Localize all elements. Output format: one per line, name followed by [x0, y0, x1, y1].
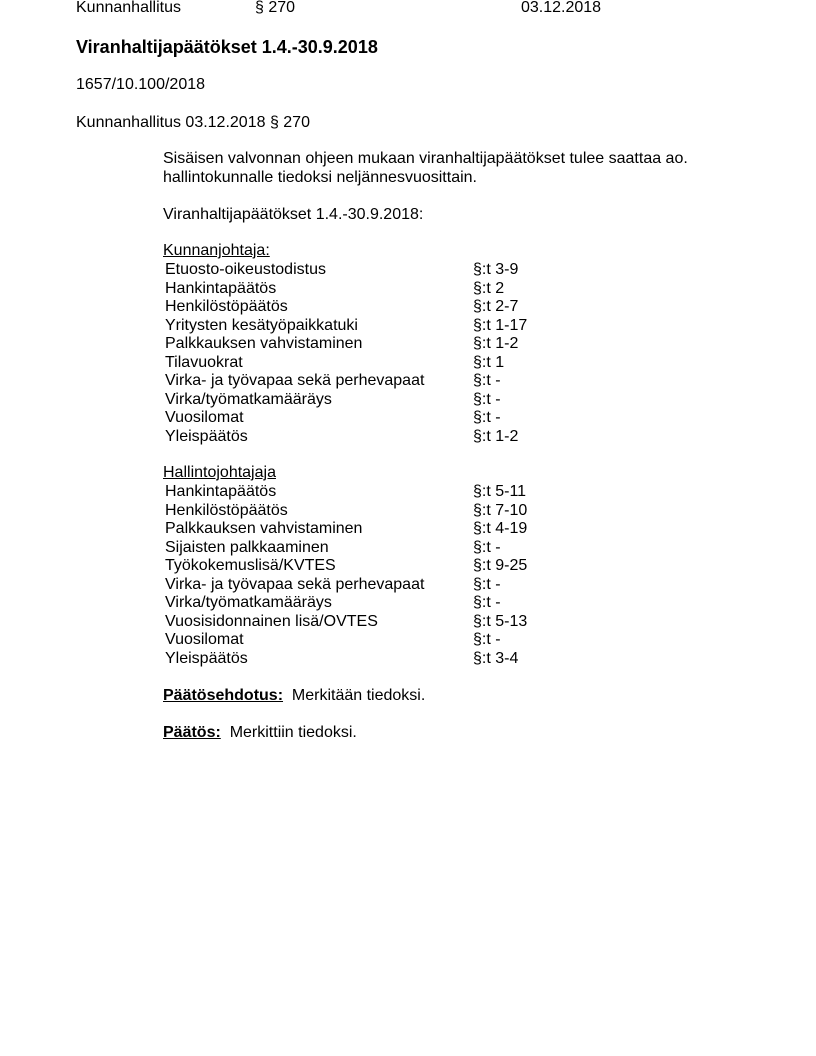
decision — [163, 724, 357, 742]
list-item — [165, 428, 565, 447]
list-title: Viranhaltijapäätökset 1.4.-30.9.2018: — [163, 206, 424, 223]
section-heading: Hallintojohtajaja — [163, 464, 276, 481]
item-ref: §:t - — [473, 594, 501, 611]
record-number: 1657/10.100/2018 — [76, 76, 206, 93]
decision-list-hallintojohtaja — [165, 483, 565, 668]
proposal — [163, 687, 425, 705]
item-ref: §:t 3-9 — [473, 261, 519, 278]
list-item — [165, 502, 565, 521]
item-ref: §:t 2-7 — [473, 298, 519, 315]
item-label: Vuosilomat — [165, 631, 244, 648]
item-label: Henkilöstöpäätös — [165, 501, 288, 519]
list-item — [165, 354, 565, 373]
item-ref: §:t 7-10 — [473, 501, 528, 519]
item-label: Yleispäätös — [165, 649, 248, 667]
item-label: Hankintapäätös — [165, 279, 277, 297]
header-body: Kunnanhallitus — [76, 0, 181, 16]
intro-line-1: Sisäisen valvonnan ohjeen mukaan viranhaltijapäätökset tulee saattaa ao. — [163, 150, 688, 167]
list-item — [165, 298, 565, 317]
item-ref: §:t 3-4 — [473, 649, 519, 667]
item-ref: §:t 9-25 — [473, 557, 528, 574]
item-ref: §:t 2 — [473, 279, 505, 297]
list-item — [165, 335, 565, 354]
list-item — [165, 539, 565, 558]
proposal-text: Merkitään tiedoksi. — [291, 687, 426, 704]
section-heading: Kunnanjohtaja: — [163, 242, 270, 259]
item-label: Vuosilomat — [165, 409, 244, 426]
decision-list-kunnanjohtaja — [165, 261, 565, 446]
item-label: Yritysten kesätyöpaikkatuki — [165, 316, 358, 334]
meeting-line: Kunnanhallitus 03.12.2018 § 270 — [76, 114, 310, 131]
list-item — [165, 631, 565, 650]
list-item — [165, 576, 565, 595]
item-ref: §:t 5-13 — [473, 612, 528, 630]
intro-line-2: hallintokunnalle tiedoksi neljännesvuosittain. — [163, 169, 477, 186]
item-label: Palkkauksen vahvistaminen — [165, 520, 363, 537]
proposal-label: Päätösehdotus: — [163, 687, 284, 704]
item-ref: §:t - — [473, 631, 501, 648]
list-item — [165, 372, 565, 391]
list-item — [165, 261, 565, 280]
item-label: Virka- ja työvapaa sekä perhevapaat — [165, 575, 425, 593]
item-label: Palkkauksen vahvistaminen — [165, 335, 363, 352]
item-label: Sijaisten palkkaaminen — [165, 538, 329, 556]
list-item — [165, 483, 565, 502]
header-date: 03.12.2018 — [521, 0, 602, 16]
header-section: § 270 — [255, 0, 296, 16]
item-label: Tilavuokrat — [165, 353, 243, 371]
item-label: Etuosto-oikeustodistus — [165, 261, 326, 278]
list-item — [165, 613, 565, 632]
item-ref: §:t 4-19 — [473, 520, 528, 537]
item-label: Virka/työmatkamääräys — [165, 594, 332, 611]
item-ref: §:t 1-17 — [473, 316, 528, 334]
list-item — [165, 280, 565, 299]
item-ref: §:t - — [473, 390, 501, 408]
list-item — [165, 557, 565, 576]
list-item — [165, 391, 565, 410]
item-ref: §:t - — [473, 372, 501, 389]
item-ref: §:t 1-2 — [473, 335, 519, 352]
decision-text: Merkittiin tiedoksi. — [229, 724, 357, 741]
item-ref: §:t 5-11 — [473, 483, 527, 500]
item-ref: §:t 1-2 — [473, 427, 519, 445]
page-title: Viranhaltijapäätökset 1.4.-30.9.2018 — [76, 37, 378, 57]
list-item — [165, 520, 565, 539]
item-ref: §:t - — [473, 575, 501, 593]
item-label: Hankintapäätös — [165, 483, 277, 500]
item-ref: §:t - — [473, 409, 501, 426]
item-label: Henkilöstöpäätös — [165, 298, 288, 315]
item-label: Vuosisidonnainen lisä/OVTES — [165, 612, 378, 630]
item-label: Työkokemuslisä/KVTES — [165, 557, 336, 574]
list-item — [165, 594, 565, 613]
decision-label: Päätös: — [163, 724, 221, 741]
item-label: Yleispäätös — [165, 427, 248, 445]
item-ref: §:t - — [473, 538, 501, 556]
item-ref: §:t 1 — [473, 353, 505, 371]
list-item — [165, 317, 565, 336]
list-item — [165, 650, 565, 669]
item-label: Virka- ja työvapaa sekä perhevapaat — [165, 372, 425, 389]
list-item — [165, 409, 565, 428]
item-label: Virka/työmatkamääräys — [165, 390, 332, 408]
